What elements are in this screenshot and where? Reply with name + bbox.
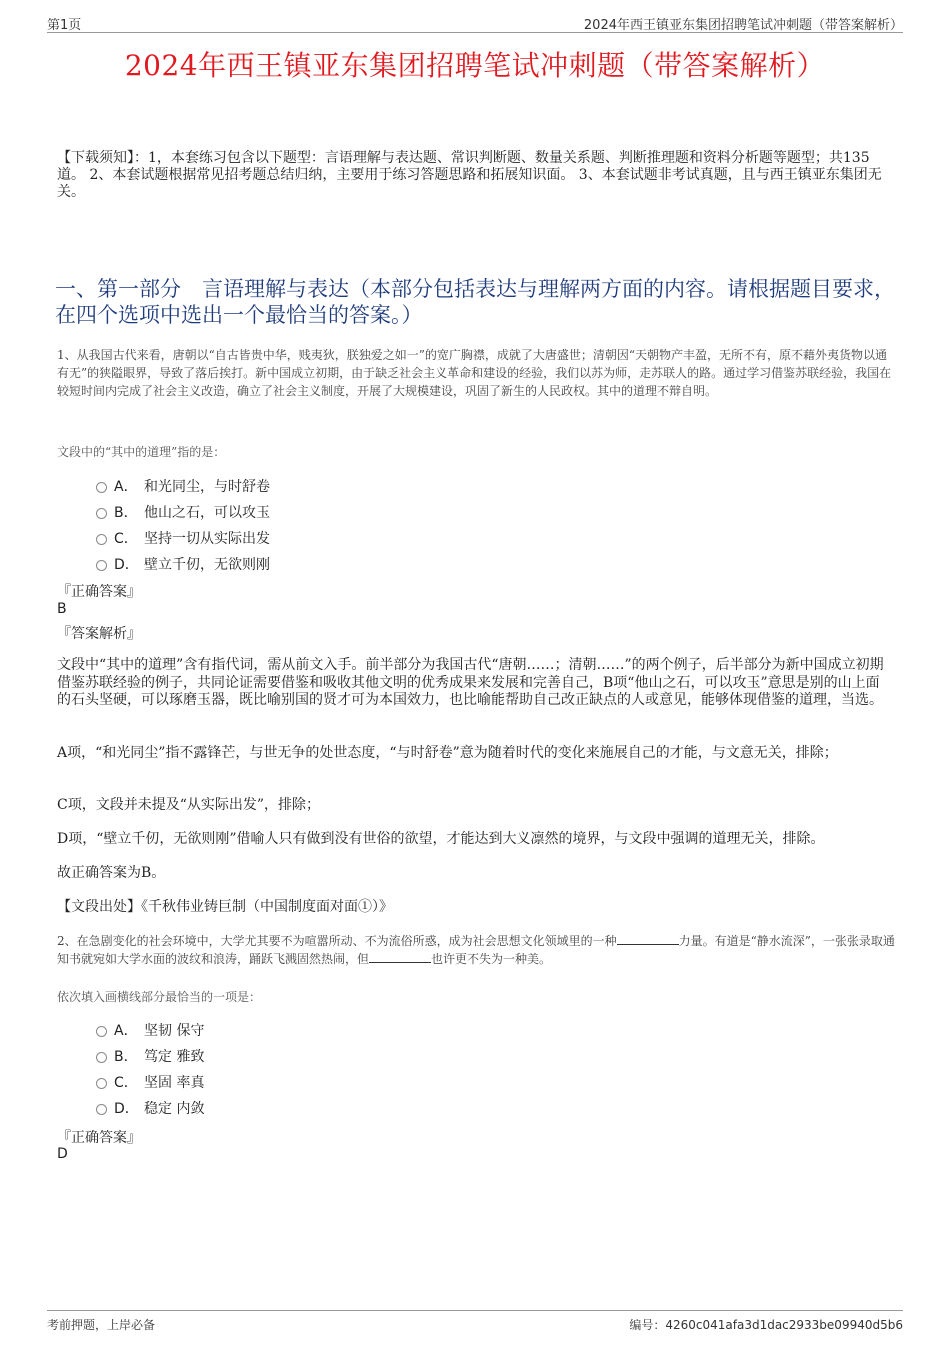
question-1-text: 1、从我国古代来看，唐朝以“自古皆贵中华，贱夷狄，朕独爱之如一”的宽广胸襟，成就了大唐盛世；清朝因“天朝物产丰盈，无所不有，原不藉外夷货物以通有无”的狭隘眼界，导致了落后挨打。新中国成立初期，由于缺乏社会主义革命和建设的经验，我们以苏为师，走苏联人的路。通过学习借鉴苏联经验，我国在较短时间内完成了社会主义改造，确立了社会主义制度，开展了大规模建设，巩固了新生的人民政权。其中的道理不辩自明。 xyxy=(57,348,892,398)
page-title: 2024年西王镇亚东集团招聘笔试冲刺题（带答案解析） xyxy=(124,49,826,82)
analysis-label: 『答案解析』 xyxy=(57,626,141,642)
question-2-text: 2、在急剧变化的社会环境中，大学尤其要不为喧嚣所动、不为流俗所惑，成为社会思想文化领域里的一种 力量。有道是“静水流深”，一张张录取通知书就宛如大学水面的波纹和浪涛，踊跃飞溅固然热闹，但 也许更不失为一种美。 xyxy=(57,934,895,966)
analysis-paragraph: C项，文段并未提及“从实际出发”，排除； xyxy=(57,797,321,813)
radio-icon[interactable] xyxy=(96,1078,107,1089)
answer-label: 『正确答案』 xyxy=(57,1130,141,1146)
analysis-conclusion: 故正确答案为B。 xyxy=(57,865,166,881)
header-doc-title: 2024年西王镇亚东集团招聘笔试冲刺题（带答案解析） xyxy=(583,18,903,33)
option-a[interactable]: A． 和光同尘，与时舒卷 xyxy=(96,476,496,502)
page-header xyxy=(47,12,903,33)
section-heading: 一、第一部分 言语理解与表达（本部分包括表达与理解两方面的内容。请根据题目要求，在四个选项中选出一个最恰当的答案。） xyxy=(55,277,895,327)
radio-icon[interactable] xyxy=(96,534,107,545)
source-citation: 【文段出处】《千秋伟业铸巨制（中国制度面对面①）》 xyxy=(57,899,393,915)
answer-label: 『正确答案』 xyxy=(57,584,141,600)
document-code: 编号：4260c041afa3d1dac2933be09940d5b6 xyxy=(629,1318,903,1332)
radio-icon[interactable] xyxy=(96,482,107,493)
option-b[interactable]: B． 笃定 雅致 xyxy=(96,1046,496,1072)
answer-value: B xyxy=(57,601,67,617)
answer-value: D xyxy=(57,1146,68,1162)
analysis-paragraph: A项，“和光同尘”指不露锋芒，与世无争的处世态度，“与时舒卷”意为随着时代的变化来施展自己的才能，与文意无关，排除； xyxy=(57,745,838,761)
radio-icon[interactable] xyxy=(96,1026,107,1037)
option-b[interactable]: B． 他山之石，可以攻玉 xyxy=(96,502,496,528)
option-c[interactable]: C． 坚持一切从实际出发 xyxy=(96,528,496,554)
question-2-prompt: 依次填入画横线部分最恰当的一项是： xyxy=(57,990,262,1004)
analysis-paragraph: 文段中“其中的道理”含有指代词，需从前文入手。前半部分为我国古代“唐朝……；清朝……”的两个例子，后半部分为新中国成立初期借鉴苏联经验的例子，共同论证需要借鉴和吸收其他文明的优秀成果来发展和完善自己，B项“他山之石，可以攻玉”意思是别的山上面的石头坚硬，可以琢磨玉器，既比喻别国的贤才可为本国效力，也比喻能帮助自己改正缺点的人或意见，能够体现借鉴的道理，当选。 xyxy=(57,657,884,708)
radio-icon[interactable] xyxy=(96,508,107,519)
question-1-options xyxy=(96,476,496,580)
page-number: 第1页 xyxy=(47,18,82,33)
option-d[interactable]: D． 稳定 内敛 xyxy=(96,1098,496,1124)
question-1-prompt: 文段中的“其中的道理”指的是： xyxy=(57,445,226,459)
footer-slogan: 考前押题，上岸必备 xyxy=(47,1318,156,1332)
radio-icon[interactable] xyxy=(96,1104,107,1115)
question-2-options xyxy=(96,1020,496,1124)
page-footer xyxy=(47,1310,903,1335)
blank-line xyxy=(617,934,679,945)
option-a[interactable]: A． 坚韧 保守 xyxy=(96,1020,496,1046)
option-c[interactable]: C． 坚固 率真 xyxy=(96,1072,496,1098)
download-notice: 【下载须知】：1，本套练习包含以下题型：言语理解与表达题、常识判断题、数量关系题、判断推理题和资料分析题等题型；共135道。 2、本套试题根据常见招考题总结归纳，主要用于练习答题思路和拓展知识面。 3、本套试题非考试真题，且与西王镇亚东集团无关。 xyxy=(57,150,882,200)
option-d[interactable]: D． 壁立千仞，无欲则刚 xyxy=(96,554,496,580)
radio-icon[interactable] xyxy=(96,1052,107,1063)
blank-line xyxy=(369,952,431,963)
radio-icon[interactable] xyxy=(96,560,107,571)
analysis-paragraph: D项，“壁立千仞，无欲则刚”借喻人只有做到没有世俗的欲望，才能达到大义凛然的境界，与文段中强调的道理无关，排除。 xyxy=(57,831,825,847)
